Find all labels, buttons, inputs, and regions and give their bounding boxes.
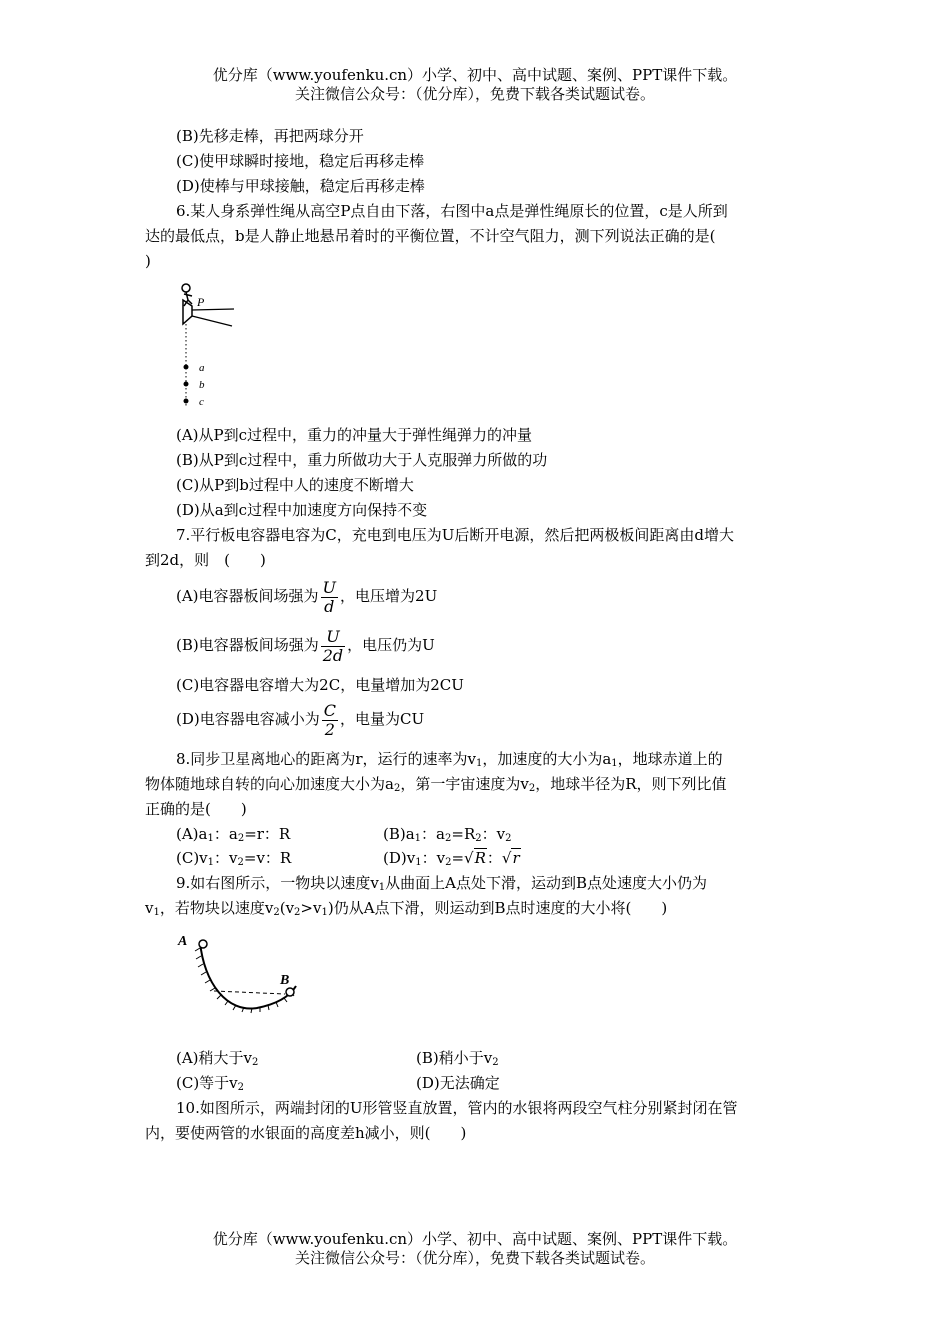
q9-option-a: (A)稍大于$v_2$ [176, 1049, 259, 1068]
q7-option-c: (C)电容器电容增大为2C，电量增加为2CU [176, 676, 464, 694]
q9-fig-label-b: B [280, 973, 290, 988]
q7-stem-line-2: 到2d，则 ( ) [145, 551, 266, 569]
q7-option-d-fraction: $\frac{C}{2}$ [323, 700, 336, 739]
q6-fig-label-c: c [199, 396, 204, 408]
q5-option-d: (D)使棒与甲球接触，稳定后再移走棒 [176, 177, 425, 195]
q8-option-d: $(D)v_1$：$v_2=√R$：√r [383, 849, 520, 868]
q6-option-a: (A)从P到c过程中，重力的冲量大于弹性绳弹力的冲量 [176, 426, 533, 444]
q10-stem-line-1: 10.如图所示，两端封闭的U形管竖直放置，管内的水银将两段空气柱分别紧封闭在管 [176, 1099, 738, 1117]
q8-option-b: $(B)a_1$：$a_2=R_2$：$v_2$ [383, 825, 512, 844]
q6-option-c: (C)从P到b过程中人的速度不断增大 [176, 476, 414, 494]
q5-option-b: (B)先移走棒，再把两球分开 [176, 127, 364, 145]
q9-fig-label-a: A [178, 934, 188, 949]
q9-stem-line-1: 9.如右图所示，一物块以速度$v_1$从曲面上A点处下滑，运动到B点处速度大小仍为 [176, 874, 708, 893]
q8-option-a: $(A)a_1$：$a_2=r$：R [176, 825, 291, 844]
q6-stem-line-1: 6.某人身系弹性绳从高空P点自由下落，右图中a点是弹性绳原长的位置，c是人所到 [176, 202, 728, 220]
q6-stem-line-3: ) [145, 252, 151, 270]
q8-sqrt-r-upper: √R [464, 849, 486, 867]
q8-stem-line-3: 正确的是( ) [145, 800, 247, 818]
q8-stem-line-2: 物体随地球自转的向心加速度大小为$a_2$，第一宇宙速度为$v_2$，地球半径为R，则下列比值 [145, 775, 727, 794]
header-line-2: 关注微信公众号：（优分库），免费下载各类试题试卷。 [294, 85, 655, 103]
q9-stem-line-2: $v_1$，若物块以速度$v_2(v_2>v_1)$仍从A点下滑，则运动到B点时速度的大小将( ) [145, 899, 668, 918]
q6-bungee-figure [170, 280, 250, 415]
footer-line-2: 关注微信公众号：（优分库），免费下载各类试题试卷。 [294, 1249, 655, 1267]
q9-curved-track-figure [172, 928, 307, 1023]
q8-option-c: $(C)v_1$：$v_2=v$：R [176, 849, 292, 868]
q9-option-c: (C)等于$v_2$ [176, 1074, 245, 1093]
q6-fig-label-a: a [199, 362, 205, 374]
q6-stem-line-2: 达的最低点，b是人静止地悬吊着时的平衡位置，不计空气阻力，测下列说法正确的是( [145, 227, 716, 245]
q6-fig-label-b: b [199, 379, 205, 391]
q6-option-d: (D)从a到c过程中加速度方向保持不变 [176, 501, 428, 519]
q6-option-b: (B)从P到c过程中，重力所做功大于人克服弹力所做的功 [176, 451, 548, 469]
header-line-1: 优分库（www.youfenku.cn）小学、初中、高中试题、案例、PPT课件下载。 [212, 66, 738, 84]
q8-stem-line-1: 8.同步卫星离地心的距离为r，运行的速率为$v_1$，加速度的大小为$a_1$，地球赤道上的 [176, 750, 723, 769]
q7-option-b: (B)电容器板间场强为 $\frac{U}{2d}$ ，电压仍为U [176, 626, 435, 665]
q7-option-a-fraction: $\frac{U}{d}$ [322, 577, 337, 616]
q7-option-a: (A)电容器板间场强为 $\frac{U}{d}$ ，电压增为2U [176, 577, 438, 616]
q6-fig-label-p: P [197, 295, 205, 309]
q8-sqrt-r-lower: √r [501, 849, 520, 867]
q9-option-d: (D)无法确定 [416, 1074, 500, 1092]
q9-option-b: (B)稍小于$v_2$ [416, 1049, 499, 1068]
q10-stem-line-2: 内，要使两管的水银面的高度差h减小，则( ) [145, 1124, 467, 1142]
q5-option-c: (C)使甲球瞬时接地，稳定后再移走棒 [176, 152, 425, 170]
q7-stem-line-1: 7.平行板电容器电容为C，充电到电压为U后断开电源，然后把两极板间距离由d增大 [176, 526, 735, 544]
q7-option-d: (D)电容器电容减小为 $\frac{C}{2}$ ，电量为CU [176, 700, 425, 739]
q7-option-b-fraction: $\frac{U}{2d}$ [322, 626, 344, 665]
footer-line-1: 优分库（www.youfenku.cn）小学、初中、高中试题、案例、PPT课件下载。 [212, 1230, 738, 1248]
